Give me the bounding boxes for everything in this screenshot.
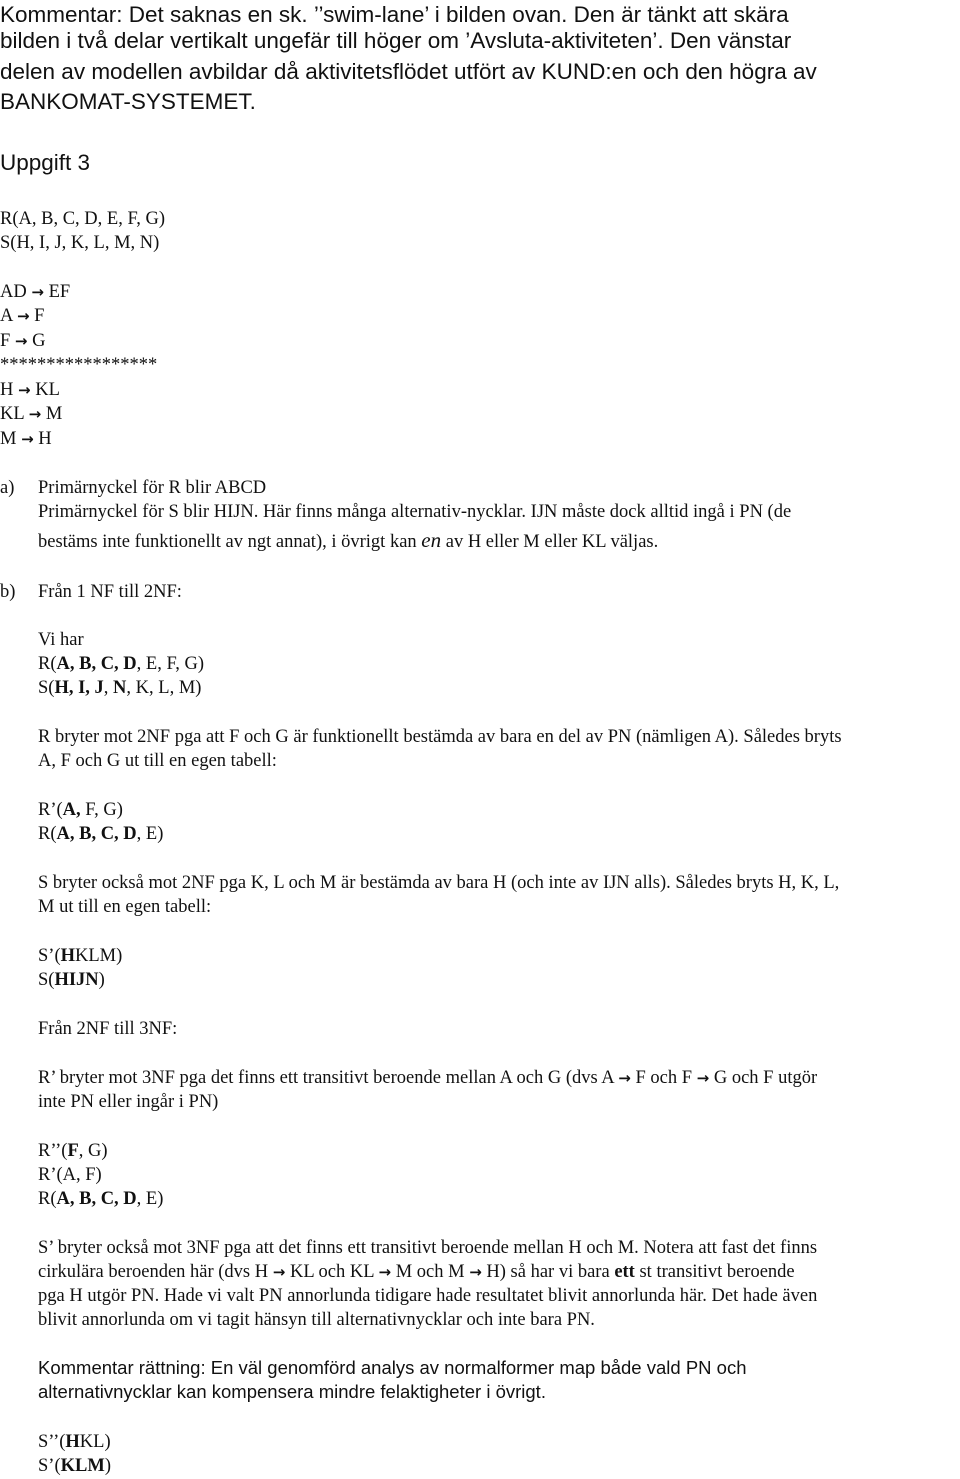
relation-rest: , E, F, G) (136, 654, 205, 674)
arrow-icon: → (14, 332, 28, 350)
arrow-icon: → (31, 283, 44, 301)
text-fragment: G och F utgör (709, 1068, 818, 1088)
relation-separator: , (103, 678, 114, 698)
r-violation-line-1: R bryter mot 2NF pga att F och G är funktionellt bestämda av bara en del av PN (nämligen A). Således bryts (38, 727, 842, 747)
part-a-en: en (421, 528, 442, 552)
relation-prefix: S’( (38, 946, 61, 966)
comment-top-line-3: delen av modellen avbildar då aktivitetsflödet utfört av KUND:en och den högra av (0, 59, 817, 84)
part-a-line-3-end: av H eller M eller KL väljas. (441, 532, 659, 552)
primary-key: KLM (60, 1456, 105, 1476)
part-a-label: a) (0, 478, 15, 498)
relation-rest: , E) (136, 1189, 164, 1209)
fd-2-rhs: F (34, 306, 45, 326)
part-a-line-3-start: bestäms inte funktionellt av ngt annat), i övrigt kan (38, 532, 422, 552)
relation-r-prime (38, 798, 123, 823)
s-3nf-line-2 (38, 1260, 795, 1285)
comment-top-line-2: bilden i två delar vertikalt ungefär till höger om ’Avsluta-aktiviteten’. Den vänstar (0, 28, 792, 53)
r-3nf-line-1 (38, 1066, 817, 1091)
arrow-icon: → (28, 405, 42, 423)
s-3nf-line-3: pga H utgör PN. Hade vi valt PN annorlunda tidigare hade resultatet blivit annorlunda här. Det hade även (38, 1286, 818, 1306)
part-3nf-title: Från 2NF till 3NF: (38, 1019, 178, 1039)
fd-6-lhs: M (0, 429, 17, 449)
text-fragment: F och F (630, 1068, 697, 1088)
relation-r-double-prime (38, 1139, 108, 1164)
fd-6 (0, 427, 52, 452)
fd-1 (0, 280, 70, 305)
fd-2 (0, 304, 44, 329)
fd-2-lhs: A (0, 306, 13, 326)
relation-r-prime-3nf: R’(A, F) (38, 1165, 102, 1185)
fd-1-rhs: EF (48, 282, 71, 302)
fd-4-rhs: KL (35, 380, 60, 400)
part-a-line-2: Primärnyckel för S blir HIJN. Här finns många alternativ-nycklar. IJN måste dock alltid ingå i PN (de (38, 502, 792, 522)
relation-rest: , G) (78, 1141, 108, 1161)
page-title: Uppgift 3 (0, 150, 91, 175)
relation-rest: F, G) (80, 800, 123, 820)
fd-3 (0, 329, 46, 354)
relation-rest: ) (98, 970, 105, 990)
fd-6-rhs: H (38, 429, 52, 449)
arrow-icon: → (618, 1069, 631, 1087)
arrow-icon: → (378, 1263, 392, 1281)
arrow-icon: → (272, 1263, 286, 1281)
primary-key: A, B, C, D (56, 654, 137, 674)
r-3nf-line-2: inte PN eller ingår i PN) (38, 1092, 219, 1112)
r-violation-line-2: A, F och G ut till en egen tabell: (38, 751, 277, 771)
fd-separator: ***************** (0, 355, 158, 375)
s-3nf-line-4: blivit annorlunda om vi tagit hänsyn till alternativnycklar och inte bara PN. (38, 1310, 595, 1330)
fd-5-rhs: M (45, 404, 63, 424)
primary-key: A, B, C, D (56, 824, 137, 844)
part-b-label: b) (0, 582, 16, 602)
arrow-icon: → (16, 307, 30, 325)
s-violation-line-2: M ut till en egen tabell: (38, 897, 212, 917)
relation-rest: , E) (136, 824, 164, 844)
fd-3-lhs: F (0, 331, 11, 351)
part-b-vi-har: Vi har (38, 630, 84, 650)
relation-rest: KLM) (75, 946, 123, 966)
primary-key: A, (62, 800, 81, 820)
text-fragment: KL och KL (285, 1262, 379, 1282)
arrow-icon: → (18, 381, 31, 399)
fd-4 (0, 378, 60, 403)
s-3nf-line-1: S’ bryter också mot 3NF pga att det finns ett transitivt beroende mellan H och M. Notera att fast det finns (38, 1238, 818, 1258)
relation-prefix: S( (38, 970, 55, 990)
text-fragment: st transitivt beroende (634, 1262, 795, 1282)
relation-prefix: R’( (38, 800, 63, 820)
relation-prefix: R’’( (38, 1141, 68, 1161)
relation-rest: , K, L, M) (126, 678, 202, 698)
comment-top-line-4: BANKOMAT-SYSTEMET. (0, 89, 256, 114)
relation-rest: ) (104, 1456, 111, 1476)
part-a-line-1: Primärnyckel för R blir ABCD (38, 478, 267, 498)
relation-prefix: S’( (38, 1456, 61, 1476)
s-violation-line-1: S bryter också mot 2NF pga K, L och M är bestämda av bara H (och inte av IJN alls). Således bryts H, K, L, (38, 873, 840, 893)
relation-r-2nf (38, 822, 163, 847)
relation-s-2nf (38, 968, 105, 993)
relation-rest: KL) (79, 1432, 111, 1452)
text-fragment: M och M (391, 1262, 470, 1282)
text-fragment: cirkulära beroenden här (dvs H (38, 1262, 273, 1282)
text-fragment: H) så har vi bara (481, 1262, 615, 1282)
relation-s-double-prime (38, 1430, 111, 1455)
part-a-line-3 (38, 528, 658, 555)
relation-s: S(H, I, J, K, L, M, N) (0, 233, 160, 253)
fd-4-lhs: H (0, 380, 14, 400)
part-b-title: Från 1 NF till 2NF: (38, 582, 182, 602)
arrow-icon: → (469, 1263, 482, 1281)
fd-5 (0, 402, 62, 427)
part-b-relation-r (38, 652, 204, 677)
fd-1-lhs: AD (0, 282, 27, 302)
relation-s-prime (38, 944, 122, 969)
primary-key: HIJN (54, 970, 99, 990)
primary-key: H (60, 946, 76, 966)
relation-prefix: R( (38, 824, 57, 844)
relation-prefix: R( (38, 654, 57, 674)
comment-bottom-line-1: Kommentar rättning: En väl genomförd analys av normalformer map både vald PN och (38, 1357, 747, 1378)
primary-key: H, I, J (54, 678, 104, 698)
relation-s-prime-final (38, 1454, 111, 1479)
relation-prefix: S( (38, 678, 55, 698)
part-b-relation-s (38, 676, 201, 701)
relation-r-3nf (38, 1187, 163, 1212)
text-fragment: R’ bryter mot 3NF pga det finns ett transitivt beroende mellan A och G (dvs A (38, 1068, 619, 1088)
comment-bottom-line-2: alternativnycklar kan kompensera mindre felaktigheter i övrigt. (38, 1381, 546, 1402)
primary-key: N (113, 678, 127, 698)
arrow-icon: → (696, 1069, 710, 1087)
relation-prefix: S’’( (38, 1432, 66, 1452)
comment-top-line-1: Kommentar: Det saknas en sk. ’’swim-lane’ i bilden ovan. Den är tänkt att skära (0, 2, 789, 27)
relation-r: R(A, B, C, D, E, F, G) (0, 209, 166, 229)
arrow-icon: → (21, 430, 34, 448)
emphasis: ett (614, 1262, 635, 1282)
primary-key: A, B, C, D (56, 1189, 137, 1209)
fd-3-rhs: G (32, 331, 46, 351)
fd-5-lhs: KL (0, 404, 24, 424)
primary-key: F (67, 1141, 79, 1161)
primary-key: H (65, 1432, 80, 1452)
relation-prefix: R( (38, 1189, 57, 1209)
